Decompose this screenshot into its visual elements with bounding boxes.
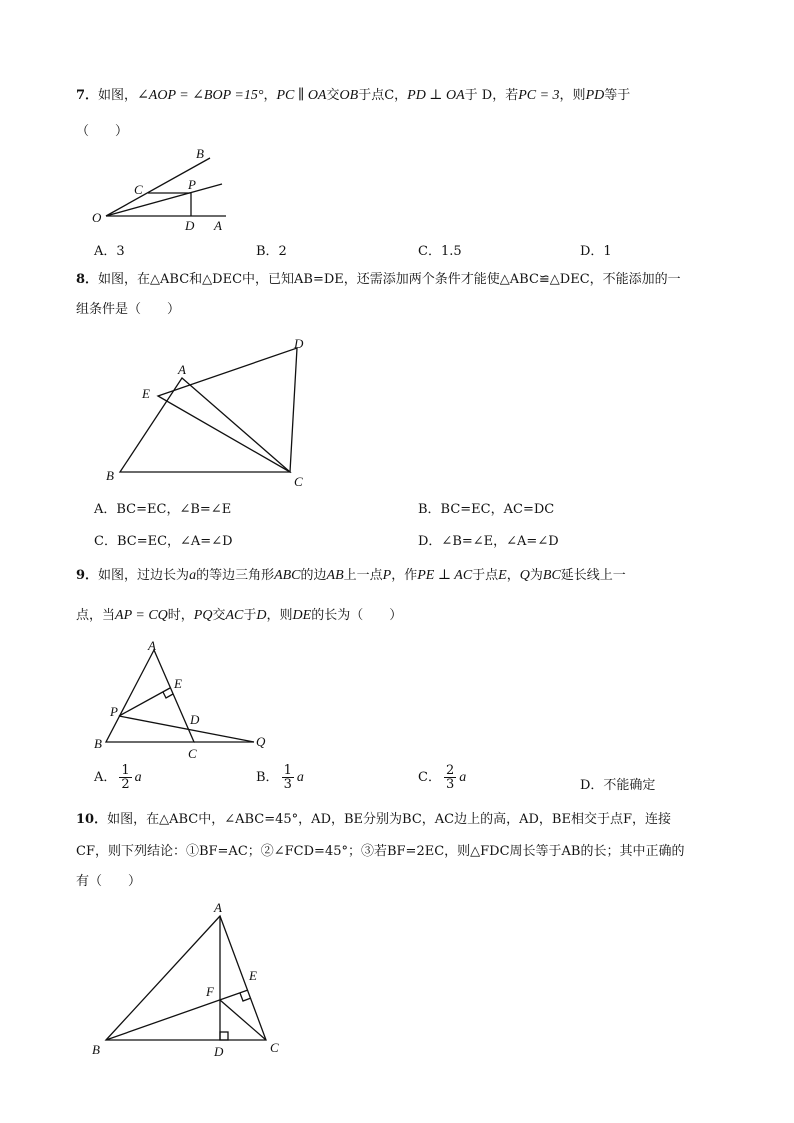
question-text: ， xyxy=(263,88,277,103)
fraction-numerator: 2 xyxy=(445,763,455,778)
math-expression: PC = 3 xyxy=(518,88,560,103)
question-text: 点，当 xyxy=(76,608,116,623)
option-c xyxy=(418,764,466,791)
option-b: B．2 xyxy=(256,244,287,259)
math-expression: PD ⊥ OA xyxy=(407,88,465,103)
question-text: 等于 xyxy=(604,88,631,103)
question-9-line-2 xyxy=(76,606,402,626)
option-b: B．BC=EC，AC=DC xyxy=(418,502,555,517)
fraction xyxy=(282,764,294,791)
label-d: D xyxy=(294,336,304,351)
fraction-denominator: 2 xyxy=(121,777,130,792)
math-expression: DE xyxy=(292,608,312,623)
math-expression: PQ xyxy=(193,608,213,623)
label-p: P xyxy=(110,704,118,719)
label-b: B xyxy=(106,468,114,483)
option-label: C． xyxy=(418,770,441,785)
label-a: A xyxy=(148,638,156,653)
math-expression: AP = CQ xyxy=(115,608,168,623)
question-text: 的边 xyxy=(300,568,327,583)
option-a xyxy=(94,764,142,791)
label-d: D xyxy=(185,218,195,233)
math-expression: D xyxy=(256,608,267,623)
question-10-line-1 xyxy=(76,810,671,830)
question-8-line-2: 组条件是（ ） xyxy=(76,302,181,317)
math-expression: P xyxy=(382,568,392,583)
math-expression: BC xyxy=(542,568,561,583)
math-expression: ABC xyxy=(274,568,301,583)
option-d: D．不能确定 xyxy=(580,778,656,793)
label-e: E xyxy=(142,386,150,401)
question-text: ，作 xyxy=(391,568,418,583)
triangle-abc xyxy=(106,916,266,1040)
question-text: 上一点 xyxy=(343,568,383,583)
question-number: 9． xyxy=(76,568,99,583)
question-text: 于 xyxy=(243,608,257,623)
question-10-figure xyxy=(86,896,296,1064)
question-text: 如图， xyxy=(98,88,138,103)
question-text: 如图，过边长为 xyxy=(98,568,190,583)
question-number: 8． xyxy=(76,272,99,287)
math-expression: ∠AOP = ∠BOP =15° xyxy=(137,88,264,103)
math-expression: AB xyxy=(326,568,344,583)
question-text: 时， xyxy=(167,608,194,623)
option-d: D．∠B=∠E，∠A=∠D xyxy=(418,534,559,549)
question-8-line-1 xyxy=(76,270,681,290)
label-a: A xyxy=(178,362,186,377)
label-c: C xyxy=(188,746,197,761)
label-b: B xyxy=(94,736,102,751)
label-e: E xyxy=(174,676,182,691)
question-text: 交 xyxy=(212,608,226,623)
math-expression: PC ∥ OA xyxy=(276,88,327,103)
fraction xyxy=(119,764,131,791)
option-b xyxy=(256,764,304,791)
label-c: C xyxy=(270,1040,279,1055)
fraction-numerator: 1 xyxy=(283,763,292,778)
math-expression: OB xyxy=(339,88,359,103)
ray-op xyxy=(106,184,222,216)
math-expression: Q xyxy=(519,568,530,583)
math-expression: PE ⊥ AC xyxy=(417,568,473,583)
option-label: B． xyxy=(256,770,279,785)
question-text: 交 xyxy=(326,88,340,103)
question-number: 10． xyxy=(76,812,108,827)
math-variable: a xyxy=(134,770,142,785)
question-8-figure xyxy=(100,330,320,492)
question-text: ，则 xyxy=(559,88,586,103)
label-a: A xyxy=(214,900,222,915)
question-text: 如图，在△ABC和△DEC中，已知AB=DE，还需添加两个条件才能使△ABC≌△DEC，不能添加的一 xyxy=(98,272,681,287)
question-text: ，则 xyxy=(266,608,293,623)
option-label: A． xyxy=(94,770,117,785)
question-9-figure xyxy=(90,636,280,762)
right-angle-mark-d xyxy=(220,1032,228,1040)
question-text: 的长为（ ） xyxy=(311,608,403,623)
question-text: 延长线上一 xyxy=(560,568,626,583)
label-d: D xyxy=(214,1044,224,1059)
question-9-line-1 xyxy=(76,566,626,586)
fraction-denominator: 3 xyxy=(283,777,292,792)
question-text: 于 D，若 xyxy=(464,88,519,103)
question-text: 于点 xyxy=(472,568,499,583)
question-10-line-3: 有（ ） xyxy=(76,874,142,889)
label-f: F xyxy=(206,984,214,999)
question-text: 的等边三角形 xyxy=(196,568,275,583)
math-expression: E xyxy=(498,568,507,583)
question-7-figure xyxy=(88,144,238,236)
question-text: 为 xyxy=(529,568,543,583)
label-a: A xyxy=(214,218,222,233)
option-c: C．1.5 xyxy=(418,244,462,259)
math-expression: AC xyxy=(225,608,244,623)
math-variable: a xyxy=(459,770,467,785)
question-text: 如图，在△ABC中，∠ABC=45°，AD，BE分别为BC，AC边上的高，AD，BE相交于点F，连接 xyxy=(107,812,671,827)
option-a: A．BC=EC，∠B=∠E xyxy=(94,502,232,517)
math-expression: a xyxy=(189,568,197,583)
label-e: E xyxy=(249,968,257,983)
math-variable: a xyxy=(296,770,304,785)
question-7-line-1 xyxy=(76,86,630,106)
label-c: C xyxy=(294,474,303,489)
right-angle-mark xyxy=(163,692,173,698)
option-c: C．BC=EC，∠A=∠D xyxy=(94,534,233,549)
label-q: Q xyxy=(256,734,266,749)
label-p: P xyxy=(188,177,196,192)
label-c: C xyxy=(134,182,143,197)
question-text: 于点C， xyxy=(358,88,408,103)
question-number: 7． xyxy=(76,88,99,103)
segment-pq xyxy=(119,716,254,742)
label-o: O xyxy=(92,210,102,225)
question-10-line-2: CF，则下列结论：①BF=AC；②∠FCD=45°；③若BF=2EC，则△FDC周长等于AB的长；其中正确的 xyxy=(76,844,685,859)
label-d: D xyxy=(190,712,200,727)
math-expression: PD xyxy=(585,88,605,103)
label-b: B xyxy=(196,146,204,161)
fraction xyxy=(444,764,456,791)
option-a: A．3 xyxy=(94,244,125,259)
option-d: D．1 xyxy=(580,244,612,259)
question-text: ， xyxy=(506,568,520,583)
label-b: B xyxy=(92,1042,100,1057)
fraction-numerator: 1 xyxy=(121,763,130,778)
fraction-denominator: 3 xyxy=(445,777,455,792)
question-7-blank: （ ） xyxy=(76,124,129,139)
